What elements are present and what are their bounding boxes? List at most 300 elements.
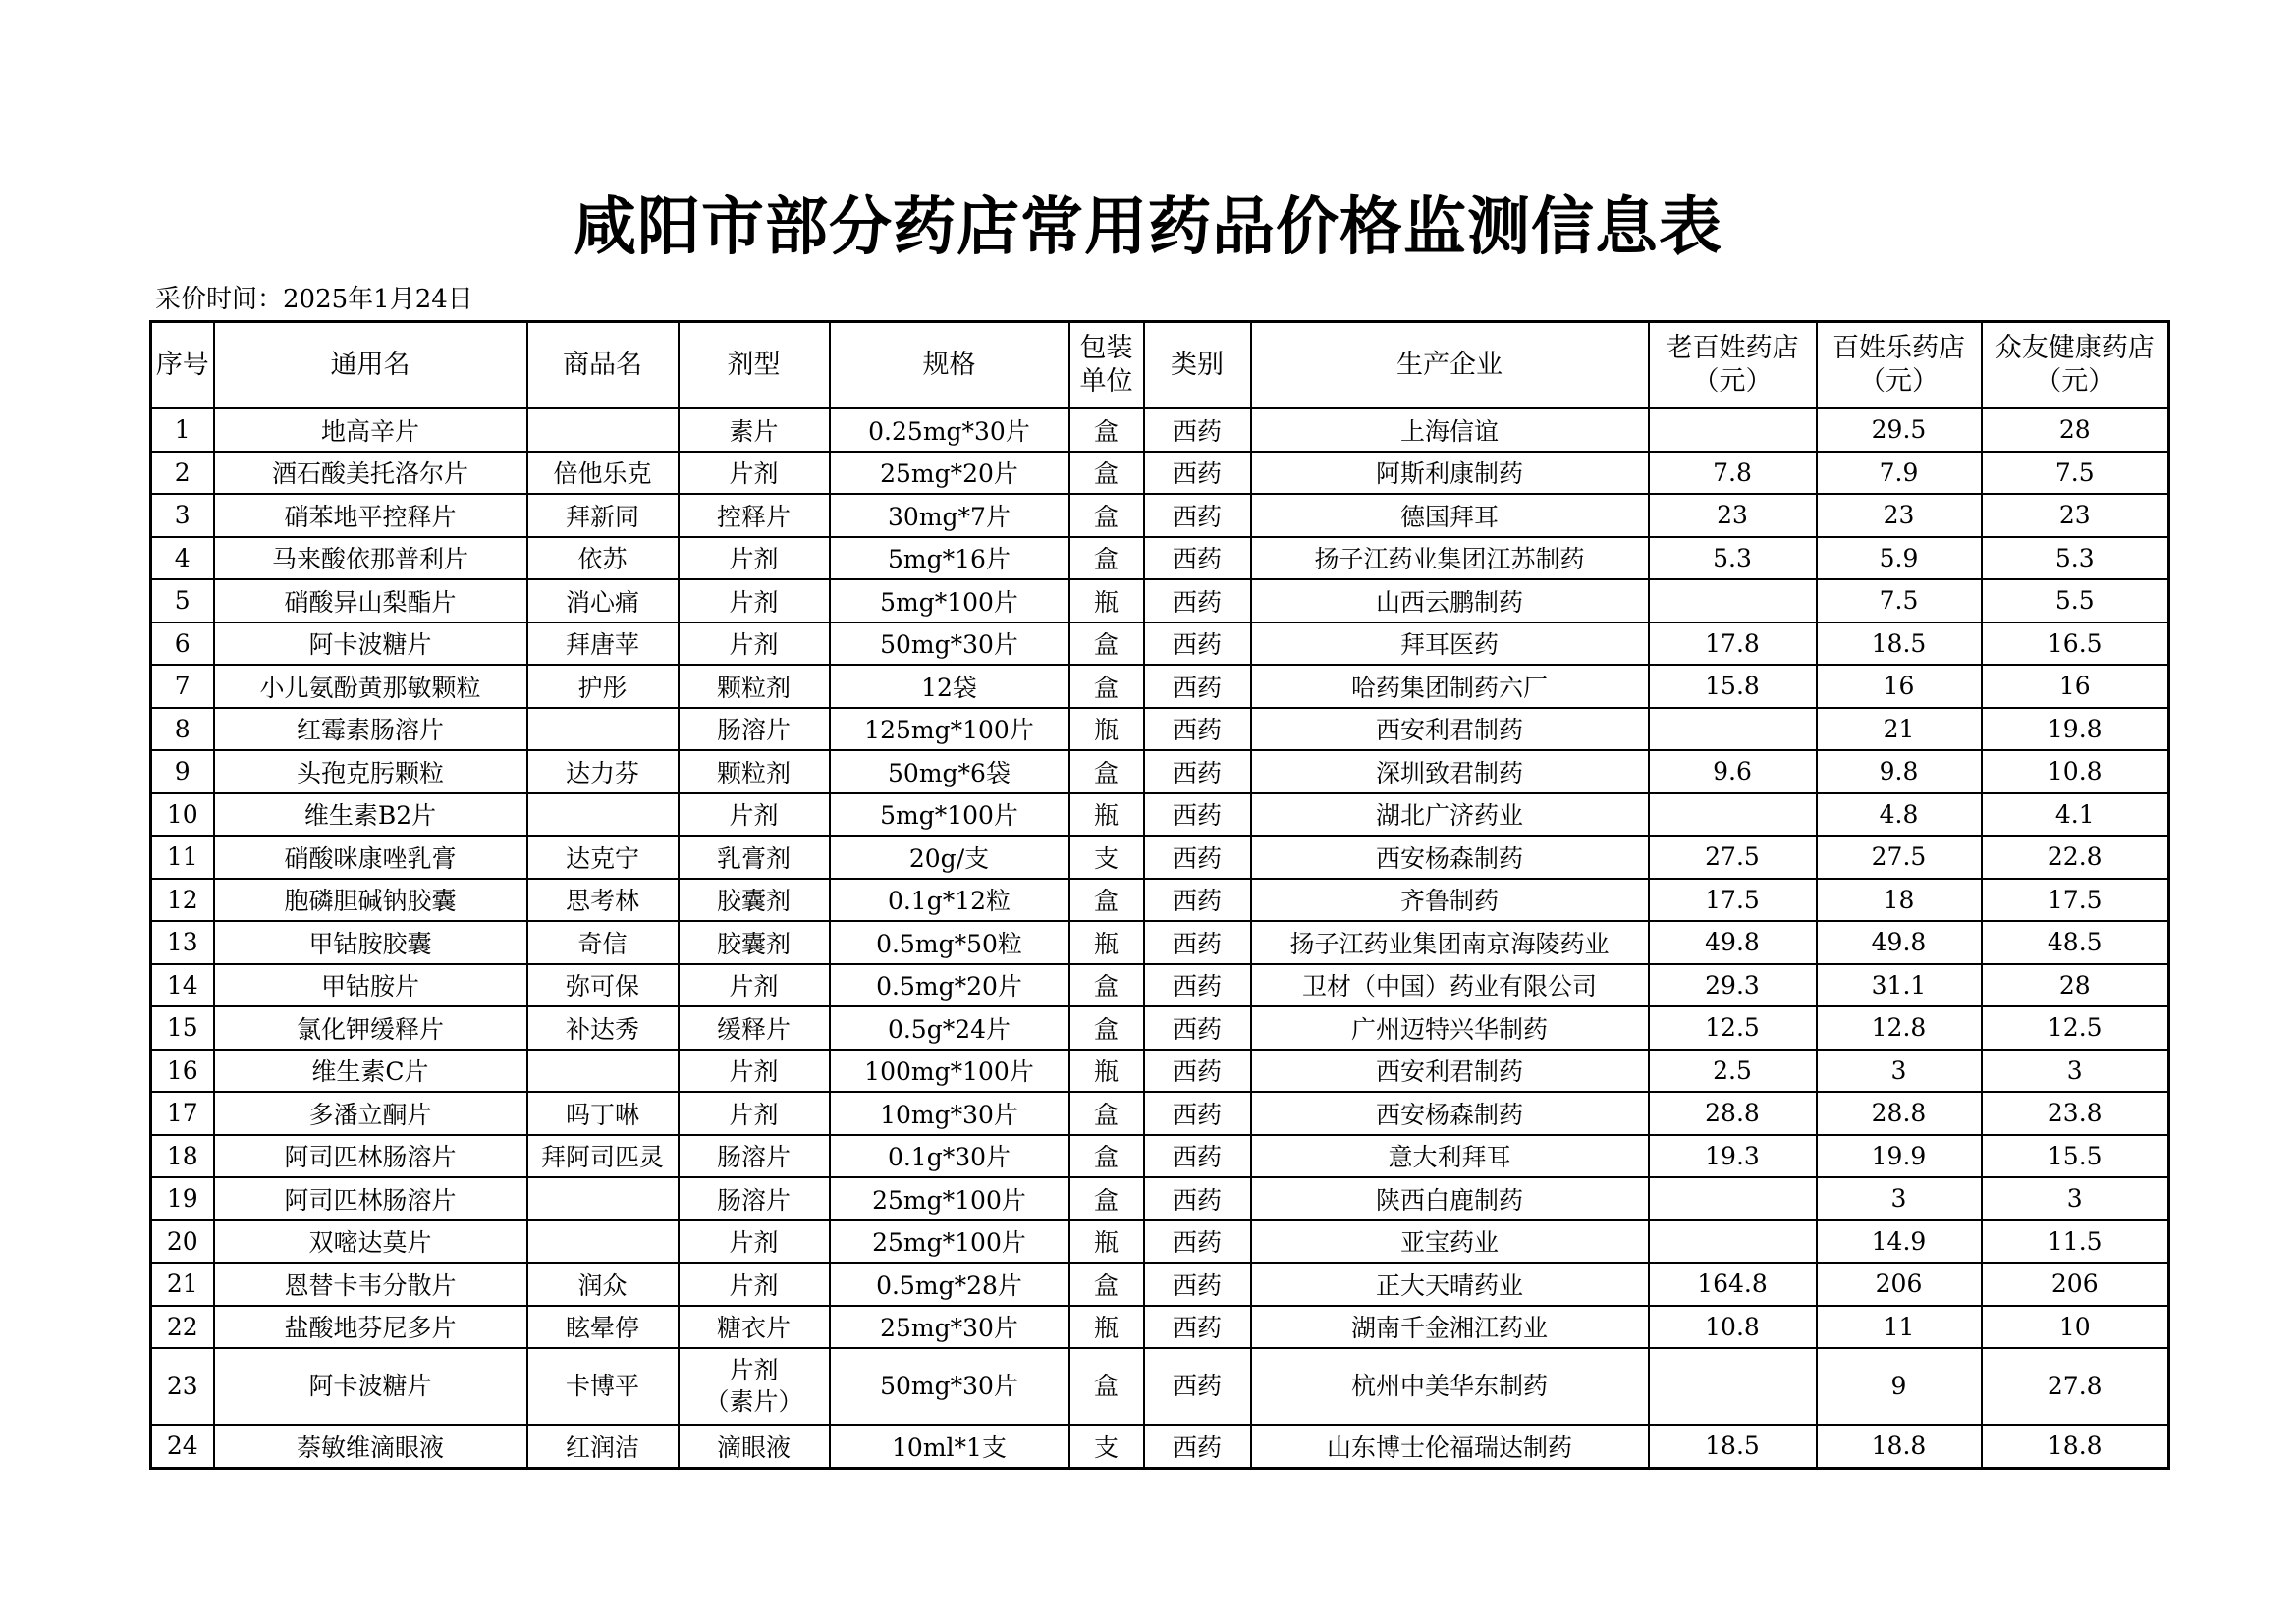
cell-brand-name: 倍他乐克 — [527, 452, 679, 495]
cell-laobaixing-price: 164.8 — [1649, 1263, 1817, 1306]
cell-generic-name: 头孢克肟颗粒 — [214, 750, 527, 793]
cell-seq: 5 — [151, 579, 214, 622]
cell-specification: 0.1g*30片 — [830, 1135, 1069, 1178]
cell-zhongyou-price: 3 — [1982, 1177, 2169, 1220]
cell-package-unit: 盒 — [1069, 665, 1144, 708]
cell-category: 西药 — [1144, 494, 1251, 537]
drug-price-table — [149, 320, 2170, 1470]
cell-laobaixing-price: 5.3 — [1649, 537, 1817, 580]
cell-zhongyou-price: 3 — [1982, 1050, 2169, 1093]
cell-dosage-form: 胶囊剂 — [679, 921, 830, 964]
cell-laobaixing-price: 17.5 — [1649, 879, 1817, 922]
cell-specification: 50mg*6袋 — [830, 750, 1069, 793]
cell-specification: 25mg*20片 — [830, 452, 1069, 495]
cell-baixingle-price: 49.8 — [1817, 921, 1982, 964]
cell-seq: 2 — [151, 452, 214, 495]
header-baixingle-price — [1817, 322, 1982, 409]
table-row — [151, 579, 2169, 622]
cell-brand-name: 吗丁啉 — [527, 1092, 679, 1135]
cell-dosage-form: 糖衣片 — [679, 1306, 830, 1349]
cell-baixingle-price: 7.5 — [1817, 579, 1982, 622]
cell-laobaixing-price: 28.8 — [1649, 1092, 1817, 1135]
cell-generic-name: 硝酸咪康唑乳膏 — [214, 836, 527, 879]
cell-dosage-form: 片剂 — [679, 1092, 830, 1135]
table-row — [151, 921, 2169, 964]
cell-brand-name: 护彤 — [527, 665, 679, 708]
cell-category: 西药 — [1144, 964, 1251, 1007]
table-header — [151, 322, 2169, 409]
cell-generic-name: 阿司匹林肠溶片 — [214, 1177, 527, 1220]
cell-generic-name: 甲钴胺片 — [214, 964, 527, 1007]
cell-brand-name: 拜新同 — [527, 494, 679, 537]
cell-seq: 9 — [151, 750, 214, 793]
cell-manufacturer: 哈药集团制药六厂 — [1251, 665, 1649, 708]
cell-brand-name — [527, 408, 679, 452]
cell-dosage-form: 颗粒剂 — [679, 750, 830, 793]
cell-manufacturer: 西安利君制药 — [1251, 708, 1649, 751]
cell-package-unit: 盒 — [1069, 537, 1144, 580]
cell-zhongyou-price: 5.3 — [1982, 537, 2169, 580]
cell-dosage-form: 素片 — [679, 408, 830, 452]
cell-zhongyou-price: 5.5 — [1982, 579, 2169, 622]
cell-seq: 22 — [151, 1306, 214, 1349]
cell-seq: 18 — [151, 1135, 214, 1178]
cell-package-unit: 盒 — [1069, 1348, 1144, 1425]
cell-specification: 0.5mg*28片 — [830, 1263, 1069, 1306]
cell-zhongyou-price: 48.5 — [1982, 921, 2169, 964]
cell-seq: 21 — [151, 1263, 214, 1306]
cell-baixingle-price: 7.9 — [1817, 452, 1982, 495]
cell-dosage-form: 片剂 — [679, 1263, 830, 1306]
table-row — [151, 1092, 2169, 1135]
cell-package-unit: 盒 — [1069, 750, 1144, 793]
cell-manufacturer: 卫材（中国）药业有限公司 — [1251, 964, 1649, 1007]
cell-manufacturer: 亚宝药业 — [1251, 1220, 1649, 1264]
header-text: （元） — [1692, 366, 1773, 397]
table-row — [151, 1135, 2169, 1178]
table-row — [151, 622, 2169, 666]
cell-seq: 12 — [151, 879, 214, 922]
cell-brand-name: 拜唐苹 — [527, 622, 679, 666]
cell-manufacturer: 拜耳医药 — [1251, 622, 1649, 666]
table-row — [151, 494, 2169, 537]
cell-manufacturer: 深圳致君制药 — [1251, 750, 1649, 793]
cell-package-unit: 瓶 — [1069, 921, 1144, 964]
table-body — [151, 408, 2169, 1468]
cell-package-unit: 瓶 — [1069, 579, 1144, 622]
cell-package-unit: 盒 — [1069, 622, 1144, 666]
header-text: 包装 — [1079, 333, 1133, 363]
cell-baixingle-price: 27.5 — [1817, 836, 1982, 879]
cell-category: 西药 — [1144, 665, 1251, 708]
table-row — [151, 1177, 2169, 1220]
cell-generic-name: 红霉素肠溶片 — [214, 708, 527, 751]
cell-manufacturer: 上海信谊 — [1251, 408, 1649, 452]
header-specification — [830, 322, 1069, 409]
cell-category: 西药 — [1144, 836, 1251, 879]
cell-zhongyou-price: 11.5 — [1982, 1220, 2169, 1264]
cell-manufacturer: 意大利拜耳 — [1251, 1135, 1649, 1178]
cell-baixingle-price: 9 — [1817, 1348, 1982, 1425]
header-text: 生产企业 — [1396, 350, 1503, 380]
cell-dosage-form: 片剂 — [679, 1220, 830, 1264]
header-generic-name — [214, 322, 527, 409]
header-dosage-form — [679, 322, 830, 409]
cell-dosage-form: 片剂 — [679, 579, 830, 622]
cell-zhongyou-price: 19.8 — [1982, 708, 2169, 751]
cell-specification: 100mg*100片 — [830, 1050, 1069, 1093]
cell-laobaixing-price: 29.3 — [1649, 964, 1817, 1007]
cell-generic-name: 小儿氨酚黄那敏颗粒 — [214, 665, 527, 708]
cell-specification: 25mg*100片 — [830, 1220, 1069, 1264]
cell-package-unit: 盒 — [1069, 964, 1144, 1007]
cell-laobaixing-price — [1649, 1177, 1817, 1220]
cell-specification: 30mg*7片 — [830, 494, 1069, 537]
cell-manufacturer: 德国拜耳 — [1251, 494, 1649, 537]
cell-brand-name: 达克宁 — [527, 836, 679, 879]
cell-generic-name: 双嘧达莫片 — [214, 1220, 527, 1264]
cell-package-unit: 盒 — [1069, 408, 1144, 452]
cell-brand-name: 奇信 — [527, 921, 679, 964]
cell-seq: 10 — [151, 793, 214, 837]
cell-manufacturer: 西安杨森制药 — [1251, 836, 1649, 879]
cell-generic-name: 硝苯地平控释片 — [214, 494, 527, 537]
header-package-unit — [1069, 322, 1144, 409]
cell-category: 西药 — [1144, 1006, 1251, 1050]
table-row — [151, 1348, 2169, 1425]
cell-generic-name: 维生素B2片 — [214, 793, 527, 837]
cell-specification: 0.25mg*30片 — [830, 408, 1069, 452]
table-row — [151, 964, 2169, 1007]
cell-brand-name: 弥可保 — [527, 964, 679, 1007]
cell-package-unit: 盒 — [1069, 494, 1144, 537]
cell-seq: 15 — [151, 1006, 214, 1050]
cell-generic-name: 氯化钾缓释片 — [214, 1006, 527, 1050]
cell-dosage-form: 肠溶片 — [679, 1177, 830, 1220]
cell-seq: 19 — [151, 1177, 214, 1220]
cell-seq: 23 — [151, 1348, 214, 1425]
table-row — [151, 836, 2169, 879]
cell-brand-name: 达力芬 — [527, 750, 679, 793]
header-text: 序号 — [155, 350, 209, 380]
header-text: 规格 — [922, 350, 976, 380]
cell-zhongyou-price: 206 — [1982, 1263, 2169, 1306]
cell-seq: 24 — [151, 1425, 214, 1468]
cell-specification: 0.1g*12粒 — [830, 879, 1069, 922]
cell-manufacturer: 陕西白鹿制药 — [1251, 1177, 1649, 1220]
cell-generic-name: 盐酸地芬尼多片 — [214, 1306, 527, 1349]
cell-baixingle-price: 18.5 — [1817, 622, 1982, 666]
header-text: 老百姓药店 — [1666, 333, 1799, 363]
cell-package-unit: 盒 — [1069, 1092, 1144, 1135]
cell-generic-name: 多潘立酮片 — [214, 1092, 527, 1135]
cell-seq: 20 — [151, 1220, 214, 1264]
cell-laobaixing-price: 15.8 — [1649, 665, 1817, 708]
header-seq — [151, 322, 214, 409]
cell-zhongyou-price: 16 — [1982, 665, 2169, 708]
cell-dosage-form: 片剂 — [679, 1050, 830, 1093]
dosage-form-line: （素片） — [704, 1387, 803, 1416]
cell-brand-name: 消心痛 — [527, 579, 679, 622]
cell-package-unit: 支 — [1069, 1425, 1144, 1468]
cell-baixingle-price: 14.9 — [1817, 1220, 1982, 1264]
cell-baixingle-price: 16 — [1817, 665, 1982, 708]
cell-laobaixing-price: 2.5 — [1649, 1050, 1817, 1093]
cell-seq: 14 — [151, 964, 214, 1007]
cell-generic-name: 硝酸异山梨酯片 — [214, 579, 527, 622]
header-text: 类别 — [1171, 350, 1224, 380]
cell-laobaixing-price: 12.5 — [1649, 1006, 1817, 1050]
cell-baixingle-price: 3 — [1817, 1050, 1982, 1093]
cell-category: 西药 — [1144, 879, 1251, 922]
cell-baixingle-price: 11 — [1817, 1306, 1982, 1349]
cell-baixingle-price: 5.9 — [1817, 537, 1982, 580]
cell-zhongyou-price: 23.8 — [1982, 1092, 2169, 1135]
cell-laobaixing-price — [1649, 793, 1817, 837]
cell-zhongyou-price: 28 — [1982, 964, 2169, 1007]
cell-manufacturer: 西安杨森制药 — [1251, 1092, 1649, 1135]
cell-manufacturer: 广州迈特兴华制药 — [1251, 1006, 1649, 1050]
cell-manufacturer: 山西云鹏制药 — [1251, 579, 1649, 622]
cell-zhongyou-price: 10 — [1982, 1306, 2169, 1349]
cell-specification: 0.5mg*50粒 — [830, 921, 1069, 964]
cell-baixingle-price: 4.8 — [1817, 793, 1982, 837]
header-text: 众友健康药店 — [1995, 333, 2155, 363]
cell-specification: 25mg*100片 — [830, 1177, 1069, 1220]
cell-specification: 10mg*30片 — [830, 1092, 1069, 1135]
cell-zhongyou-price: 22.8 — [1982, 836, 2169, 879]
cell-zhongyou-price: 15.5 — [1982, 1135, 2169, 1178]
cell-manufacturer: 齐鲁制药 — [1251, 879, 1649, 922]
cell-baixingle-price: 18 — [1817, 879, 1982, 922]
table-row — [151, 879, 2169, 922]
cell-category: 西药 — [1144, 1348, 1251, 1425]
cell-zhongyou-price: 27.8 — [1982, 1348, 2169, 1425]
cell-dosage-form: 肠溶片 — [679, 708, 830, 751]
header-text: 通用名 — [330, 350, 410, 380]
table-row — [151, 452, 2169, 495]
cell-dosage-form — [679, 1348, 830, 1425]
cell-generic-name: 甲钴胺胶囊 — [214, 921, 527, 964]
cell-category: 西药 — [1144, 408, 1251, 452]
cell-brand-name: 红润洁 — [527, 1425, 679, 1468]
cell-brand-name: 拜阿司匹灵 — [527, 1135, 679, 1178]
cell-generic-name: 地高辛片 — [214, 408, 527, 452]
cell-category: 西药 — [1144, 1177, 1251, 1220]
cell-package-unit: 盒 — [1069, 1177, 1144, 1220]
cell-brand-name: 思考林 — [527, 879, 679, 922]
cell-category: 西药 — [1144, 1425, 1251, 1468]
cell-brand-name — [527, 1177, 679, 1220]
cell-brand-name — [527, 793, 679, 837]
cell-specification: 10ml*1支 — [830, 1425, 1069, 1468]
cell-zhongyou-price: 16.5 — [1982, 622, 2169, 666]
cell-dosage-form: 片剂 — [679, 964, 830, 1007]
header-zhongyou-price — [1982, 322, 2169, 409]
table-row — [151, 1306, 2169, 1349]
cell-specification: 125mg*100片 — [830, 708, 1069, 751]
header-text: 剂型 — [727, 350, 781, 380]
cell-laobaixing-price: 19.3 — [1649, 1135, 1817, 1178]
cell-brand-name: 眩晕停 — [527, 1306, 679, 1349]
cell-dosage-form: 滴眼液 — [679, 1425, 830, 1468]
cell-laobaixing-price: 27.5 — [1649, 836, 1817, 879]
cell-dosage-form: 胶囊剂 — [679, 879, 830, 922]
cell-laobaixing-price: 17.8 — [1649, 622, 1817, 666]
cell-brand-name — [527, 1050, 679, 1093]
cell-baixingle-price: 29.5 — [1817, 408, 1982, 452]
cell-category: 西药 — [1144, 1135, 1251, 1178]
table-row — [151, 708, 2169, 751]
cell-seq: 11 — [151, 836, 214, 879]
table-row — [151, 750, 2169, 793]
cell-category: 西药 — [1144, 1220, 1251, 1264]
cell-category: 西药 — [1144, 750, 1251, 793]
header-brand-name — [527, 322, 679, 409]
cell-specification: 5mg*16片 — [830, 537, 1069, 580]
cell-dosage-form: 片剂 — [679, 793, 830, 837]
cell-brand-name: 依苏 — [527, 537, 679, 580]
cell-laobaixing-price: 10.8 — [1649, 1306, 1817, 1349]
cell-package-unit: 盒 — [1069, 452, 1144, 495]
table-row — [151, 1263, 2169, 1306]
cell-package-unit: 盒 — [1069, 1263, 1144, 1306]
cell-baixingle-price: 12.8 — [1817, 1006, 1982, 1050]
cell-zhongyou-price: 23 — [1982, 494, 2169, 537]
header-text: 百姓乐药店 — [1832, 333, 1965, 363]
cell-generic-name: 维生素C片 — [214, 1050, 527, 1093]
cell-baixingle-price: 28.8 — [1817, 1092, 1982, 1135]
cell-seq: 6 — [151, 622, 214, 666]
header-text: 单位 — [1079, 366, 1133, 397]
cell-generic-name: 马来酸依那普利片 — [214, 537, 527, 580]
cell-baixingle-price: 9.8 — [1817, 750, 1982, 793]
table-row — [151, 537, 2169, 580]
cell-dosage-form: 片剂 — [679, 537, 830, 580]
cell-brand-name — [527, 1220, 679, 1264]
header-row — [151, 322, 2169, 409]
cell-laobaixing-price: 23 — [1649, 494, 1817, 537]
cell-package-unit: 瓶 — [1069, 793, 1144, 837]
cell-manufacturer: 西安利君制药 — [1251, 1050, 1649, 1093]
cell-seq: 13 — [151, 921, 214, 964]
header-text: （元） — [2035, 366, 2115, 397]
cell-package-unit: 盒 — [1069, 1006, 1144, 1050]
cell-generic-name: 阿卡波糖片 — [214, 1348, 527, 1425]
table-row — [151, 1006, 2169, 1050]
cell-category: 西药 — [1144, 452, 1251, 495]
cell-brand-name: 卡博平 — [527, 1348, 679, 1425]
cell-package-unit: 瓶 — [1069, 1220, 1144, 1264]
cell-category: 西药 — [1144, 1092, 1251, 1135]
cell-zhongyou-price: 18.8 — [1982, 1425, 2169, 1468]
cell-zhongyou-price: 4.1 — [1982, 793, 2169, 837]
cell-package-unit: 盒 — [1069, 1135, 1144, 1178]
header-text: 商品名 — [563, 350, 642, 380]
cell-generic-name: 胞磷胆碱钠胶囊 — [214, 879, 527, 922]
cell-dosage-form: 片剂 — [679, 452, 830, 495]
table-row — [151, 408, 2169, 452]
cell-laobaixing-price: 18.5 — [1649, 1425, 1817, 1468]
cell-package-unit: 盒 — [1069, 879, 1144, 922]
cell-brand-name: 补达秀 — [527, 1006, 679, 1050]
cell-zhongyou-price: 12.5 — [1982, 1006, 2169, 1050]
cell-category: 西药 — [1144, 1050, 1251, 1093]
cell-category: 西药 — [1144, 1263, 1251, 1306]
header-text: （元） — [1859, 366, 1939, 397]
cell-dosage-form: 控释片 — [679, 494, 830, 537]
header-category — [1144, 322, 1251, 409]
cell-seq: 17 — [151, 1092, 214, 1135]
cell-specification: 50mg*30片 — [830, 1348, 1069, 1425]
cell-baixingle-price: 19.9 — [1817, 1135, 1982, 1178]
cell-zhongyou-price: 7.5 — [1982, 452, 2169, 495]
cell-seq: 1 — [151, 408, 214, 452]
table-row — [151, 665, 2169, 708]
cell-category: 西药 — [1144, 622, 1251, 666]
cell-specification: 5mg*100片 — [830, 793, 1069, 837]
cell-specification: 50mg*30片 — [830, 622, 1069, 666]
cell-manufacturer: 湖北广济药业 — [1251, 793, 1649, 837]
cell-baixingle-price: 23 — [1817, 494, 1982, 537]
cell-seq: 16 — [151, 1050, 214, 1093]
cell-dosage-form: 乳膏剂 — [679, 836, 830, 879]
table-row — [151, 1220, 2169, 1264]
cell-dosage-form: 肠溶片 — [679, 1135, 830, 1178]
cell-manufacturer: 扬子江药业集团南京海陵药业 — [1251, 921, 1649, 964]
price-collection-date: 采价时间：2025年1月24日 — [155, 285, 473, 314]
table-row — [151, 793, 2169, 837]
cell-manufacturer: 扬子江药业集团江苏制药 — [1251, 537, 1649, 580]
cell-manufacturer: 杭州中美华东制药 — [1251, 1348, 1649, 1425]
cell-brand-name — [527, 708, 679, 751]
cell-laobaixing-price — [1649, 1220, 1817, 1264]
cell-manufacturer: 阿斯利康制药 — [1251, 452, 1649, 495]
cell-category: 西药 — [1144, 921, 1251, 964]
cell-package-unit: 支 — [1069, 836, 1144, 879]
cell-baixingle-price: 18.8 — [1817, 1425, 1982, 1468]
header-laobaixing-price — [1649, 322, 1817, 409]
dosage-form-line: 片剂 — [729, 1356, 779, 1384]
cell-specification: 0.5g*24片 — [830, 1006, 1069, 1050]
cell-category: 西药 — [1144, 793, 1251, 837]
cell-category: 西药 — [1144, 1306, 1251, 1349]
cell-seq: 3 — [151, 494, 214, 537]
cell-specification: 25mg*30片 — [830, 1306, 1069, 1349]
cell-laobaixing-price — [1649, 708, 1817, 751]
cell-manufacturer: 湖南千金湘江药业 — [1251, 1306, 1649, 1349]
cell-baixingle-price: 21 — [1817, 708, 1982, 751]
cell-generic-name: 恩替卡韦分散片 — [214, 1263, 527, 1306]
cell-laobaixing-price — [1649, 579, 1817, 622]
cell-generic-name: 阿司匹林肠溶片 — [214, 1135, 527, 1178]
cell-category: 西药 — [1144, 537, 1251, 580]
cell-seq: 7 — [151, 665, 214, 708]
cell-dosage-form: 颗粒剂 — [679, 665, 830, 708]
cell-dosage-form: 缓释片 — [679, 1006, 830, 1050]
page-title: 咸阳市部分药店常用药品价格监测信息表 — [574, 191, 1722, 264]
header-manufacturer — [1251, 322, 1649, 409]
cell-generic-name: 酒石酸美托洛尔片 — [214, 452, 527, 495]
cell-package-unit: 瓶 — [1069, 1050, 1144, 1093]
cell-laobaixing-price: 9.6 — [1649, 750, 1817, 793]
cell-zhongyou-price: 10.8 — [1982, 750, 2169, 793]
cell-seq: 4 — [151, 537, 214, 580]
cell-category: 西药 — [1144, 579, 1251, 622]
cell-specification: 12袋 — [830, 665, 1069, 708]
cell-laobaixing-price: 49.8 — [1649, 921, 1817, 964]
table-row — [151, 1425, 2169, 1468]
